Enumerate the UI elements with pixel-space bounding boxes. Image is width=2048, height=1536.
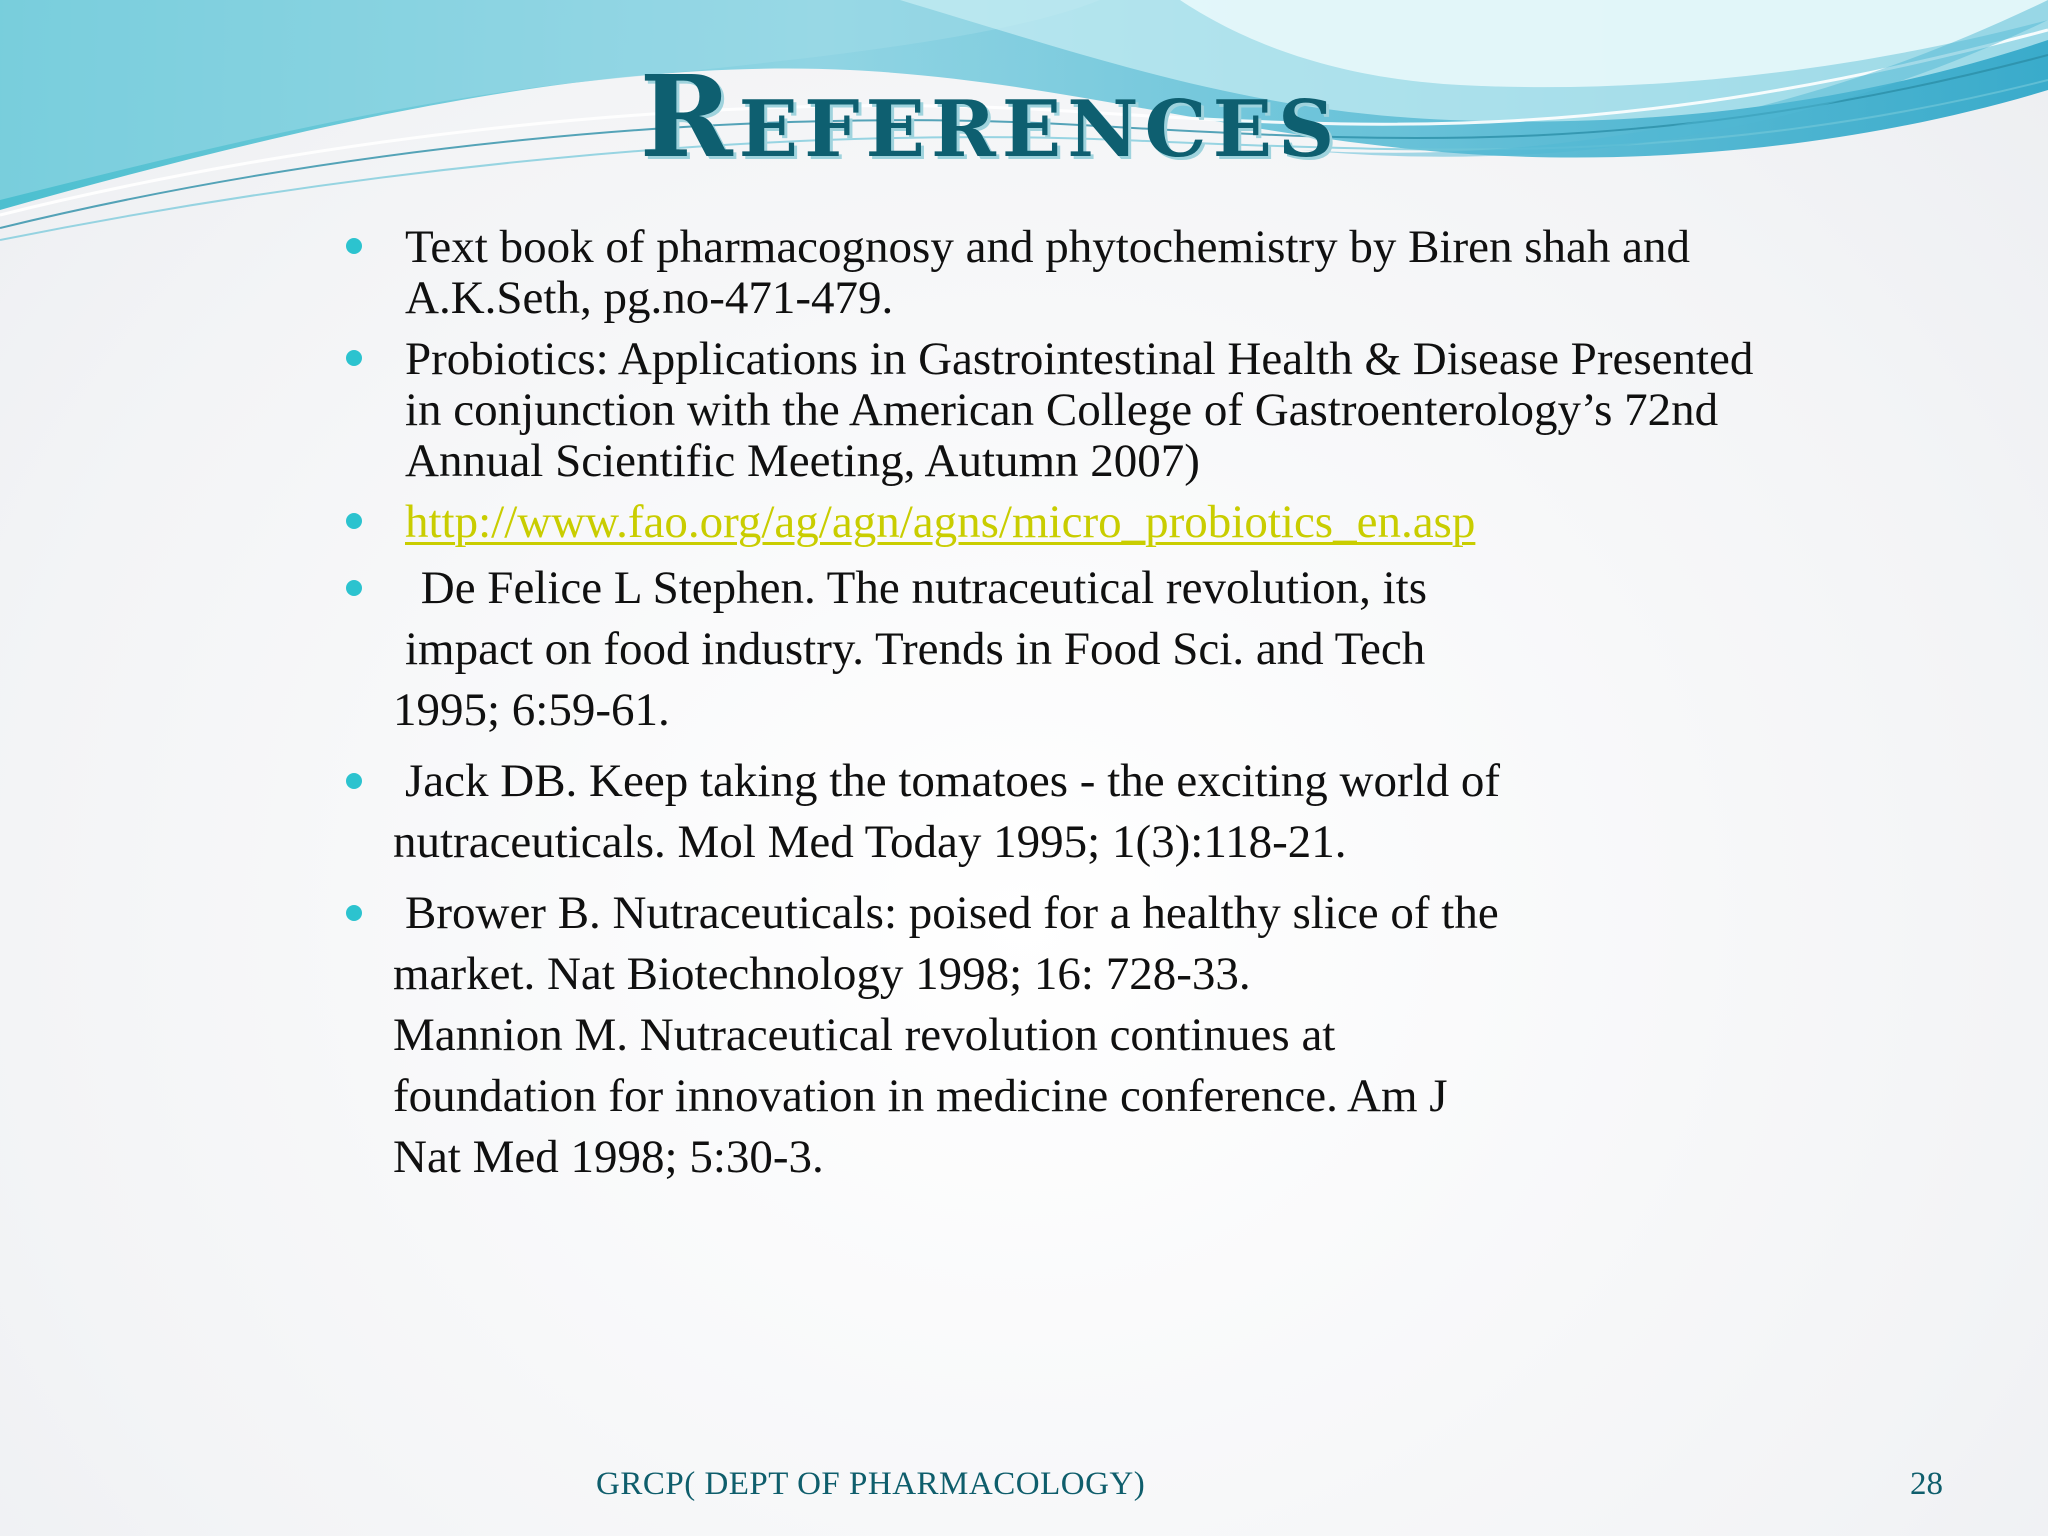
slide-title: References: [639, 52, 1341, 183]
reference-line: De Felice L Stephen. The nutraceutical revolution, its: [409, 562, 1428, 614]
reference-line: Nat Med 1998; 5:30-3.: [393, 1131, 824, 1183]
bullet-icon: [346, 350, 362, 366]
bullet-icon: [346, 238, 362, 254]
reference-item: [340, 751, 2000, 873]
bullet-icon: [346, 905, 362, 921]
bullet-icon: [346, 513, 362, 529]
bullet-icon: [346, 580, 362, 596]
reference-line: Probiotics: Applications in Gastrointestinal Health & Disease Presented: [405, 333, 1754, 385]
slide-footer: GRCP( DEPT OF PHARMACOLOGY): [596, 1466, 1146, 1502]
fao-probiotics-link[interactable]: http://www.fao.org/ag/agn/agns/micro_probiotics_en.asp: [405, 496, 1476, 548]
reference-line: Jack DB. Keep taking the tomatoes - the exciting world of: [405, 755, 1501, 807]
reference-item: [340, 334, 2000, 487]
reference-line: in conjunction with the American College of Gastroenterology’s 72nd: [405, 384, 1719, 436]
reference-line: Brower B. Nutraceuticals: poised for a healthy slice of the: [405, 887, 1499, 939]
reference-line: Annual Scientific Meeting, Autumn 2007): [405, 435, 1200, 487]
reference-continuation: [340, 1005, 2000, 1188]
reference-item: [340, 883, 2000, 1005]
reference-list: [340, 222, 2000, 1188]
reference-line: 1995; 6:59-61.: [393, 684, 670, 736]
reference-line: foundation for innovation in medicine conference. Am J: [393, 1070, 1448, 1122]
page-number: 28: [1910, 1466, 1943, 1502]
reference-line: A.K.Seth, pg.no-471-479.: [405, 272, 894, 324]
reference-item: [340, 558, 2000, 741]
reference-line: Mannion M. Nutraceutical revolution continues at: [393, 1009, 1336, 1061]
reference-item: [340, 222, 2000, 324]
reference-line: market. Nat Biotechnology 1998; 16: 728-33.: [393, 948, 1251, 1000]
bullet-icon: [346, 773, 362, 789]
reference-line: impact on food industry. Trends in Food Sci. and Tech: [405, 623, 1426, 675]
reference-item: [340, 497, 2000, 548]
reference-line: nutraceuticals. Mol Med Today 1995; 1(3):118-21.: [393, 816, 1347, 868]
reference-line: Text book of pharmacognosy and phytochemistry by Biren shah and: [405, 221, 1691, 273]
